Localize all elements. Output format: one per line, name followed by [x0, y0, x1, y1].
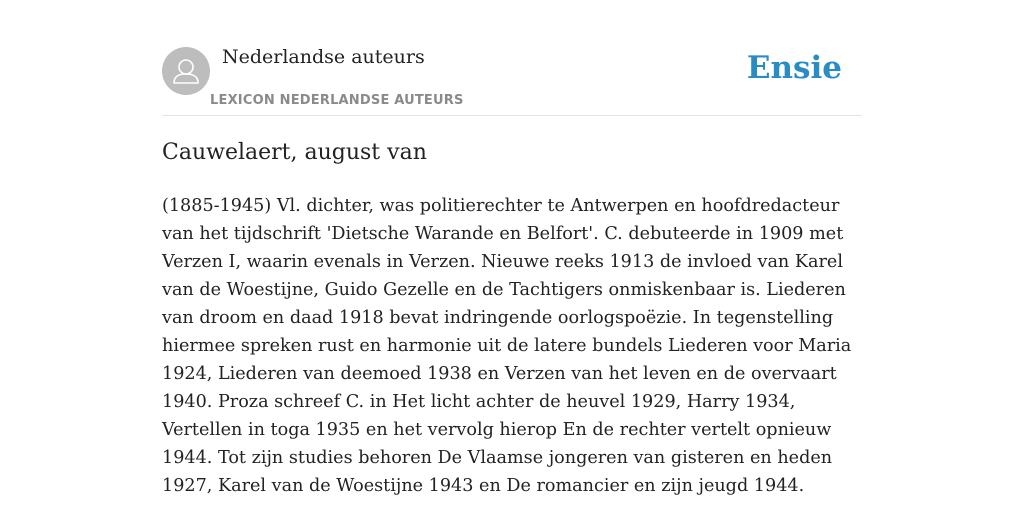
- author-name[interactable]: Nederlandse auteurs: [222, 46, 425, 68]
- lexicon-subtitle: LEXICON NEDERLANDSE AUTEURS: [210, 93, 464, 108]
- header: [162, 0, 862, 116]
- entry-card: [162, 0, 862, 496]
- author-avatar[interactable]: [162, 47, 210, 95]
- user-icon: [162, 47, 210, 95]
- brand-logo[interactable]: Ensie: [746, 50, 842, 86]
- entry-title: Cauwelaert, august van: [162, 140, 427, 165]
- entry-body: (1885-1945) Vl. dichter, was politierechter te Antwerpen en hoofdredacteur van het tijdschrift 'Dietsche Warande en Belfort'. C. debuteerde in 1909 met Verzen I, waarin evenals in Verzen. Nieuwe reeks 1913 de invloed van Karel van de Woestijne, Guido Gezelle en de Tachtigers onmiskenbaar is. Liederen van droom en daad 1918 bevat indringende oorlogspoëzie. In tegenstelling hiermee spreken rust en harmonie uit de latere bundels Liederen voor Maria 1924, Liederen van deemoed 1938 en Verzen van het leven en de overvaart 1940. Proza schreef C. in Het licht achter de heuvel 1929, Harry 1934, Vertellen in toga 1935 en het vervolg hierop En de rechter vertelt opnieuw 1944. Tot zijn studies behoren De Vlaamse jongeren van gisteren en heden 1927, Karel van de Woestijne 1943 en De romancier en zijn jeugd 1944.: [162, 196, 852, 496]
